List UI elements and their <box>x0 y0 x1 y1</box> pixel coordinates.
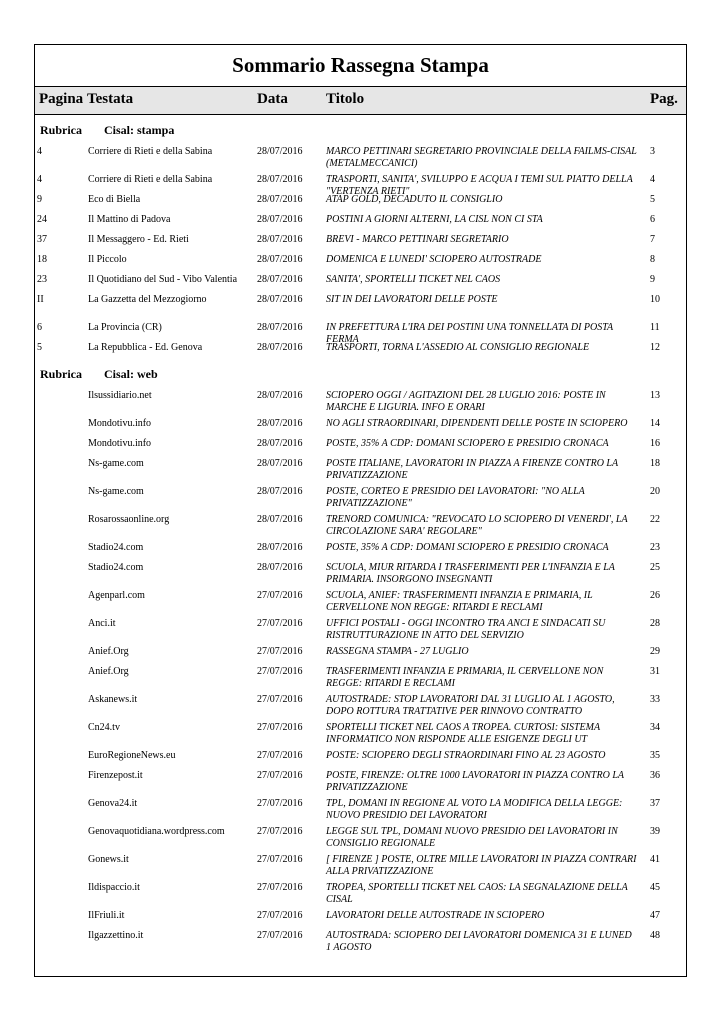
table-row <box>35 211 686 231</box>
table-row <box>35 663 686 691</box>
cell-testata: IlFriuli.it <box>88 910 125 921</box>
cell-data: 28/07/2016 <box>257 294 303 305</box>
cell-titolo: AUTOSTRADE: STOP LAVORATORI DAL 31 LUGLIO AL 1 AGOSTO, DOPO ROTTURA TRATTATIVE PER RINNOVO CONTRATTO <box>326 694 615 717</box>
cell-data: 28/07/2016 <box>257 194 303 205</box>
cell-data: 28/07/2016 <box>257 274 303 285</box>
table-row <box>35 823 686 851</box>
cell-pag: 41 <box>650 854 660 865</box>
cell-pag: 39 <box>650 826 660 837</box>
table-row <box>35 747 686 767</box>
table-row <box>35 271 686 291</box>
table-row <box>35 483 686 511</box>
cell-pag: 47 <box>650 910 660 921</box>
cell-data: 28/07/2016 <box>257 458 303 469</box>
cell-testata: La Repubblica - Ed. Genova <box>88 342 203 353</box>
cell-titolo: SCIOPERO OGGI / AGITAZIONI DEL 28 LUGLIO 2016: POSTE IN MARCHE E LIGURIA. INFO E ORARI <box>326 390 606 413</box>
cell-titolo: TRASPORTI, TORNA L'ASSEDIO AL CONSIGLIO REGIONALE <box>326 342 590 353</box>
table-row <box>35 559 686 587</box>
table-row <box>35 643 686 663</box>
table-row <box>35 415 686 435</box>
cell-titolo: TROPEA, SPORTELLI TICKET NEL CAOS: LA SEGNALAZIONE DELLA CISAL <box>326 882 628 905</box>
cell-pagina: 37 <box>37 234 47 245</box>
cell-data: 28/07/2016 <box>257 418 303 429</box>
cell-titolo: POSTE, 35% A CDP: DOMANI SCIOPERO E PRESIDIO CRONACA <box>326 438 609 449</box>
cell-testata: Stadio24.com <box>88 542 144 553</box>
cell-titolo: UFFICI POSTALI - OGGI INCONTRO TRA ANCI E SINDACATI SU RISTRUTTURAZIONE IN ATTO DEL SERVIZIO <box>326 618 606 641</box>
cell-testata: Rosarossaonline.org <box>88 514 170 525</box>
column-header-pagina: Pagina <box>39 91 84 107</box>
table-row <box>35 615 686 643</box>
cell-data: 27/07/2016 <box>257 798 303 809</box>
cell-data: 27/07/2016 <box>257 646 303 657</box>
table-row <box>35 191 686 211</box>
section-header <box>35 115 686 143</box>
cell-testata: Ns-game.com <box>88 486 144 497</box>
cell-data: 27/07/2016 <box>257 666 303 677</box>
cell-pag: 45 <box>650 882 660 893</box>
cell-pag: 5 <box>650 194 655 205</box>
cell-pag: 34 <box>650 722 660 733</box>
cell-pagina: 4 <box>37 146 42 157</box>
cell-testata: Firenzepost.it <box>88 770 143 781</box>
document-frame <box>34 44 687 977</box>
cell-testata: Il Quotidiano del Sud - Vibo Valentia <box>88 274 238 285</box>
table-row <box>35 435 686 455</box>
table-row <box>35 879 686 907</box>
cell-pag: 7 <box>650 234 655 245</box>
title-box <box>35 45 686 87</box>
cell-testata: Cn24.tv <box>88 722 120 733</box>
cell-titolo: [ FIRENZE ] POSTE, OLTRE MILLE LAVORATORI IN PIAZZA CONTRARI ALLA PRIVATIZZAZIONE <box>326 854 637 877</box>
cell-pag: 28 <box>650 618 660 629</box>
cell-pag: 18 <box>650 458 660 469</box>
cell-testata: Ilsussidiario.net <box>88 390 152 401</box>
cell-pag: 48 <box>650 930 660 941</box>
cell-data: 27/07/2016 <box>257 910 303 921</box>
cell-pag: 20 <box>650 486 660 497</box>
cell-testata: EuroRegioneNews.eu <box>88 750 176 761</box>
cell-titolo: POSTE, 35% A CDP: DOMANI SCIOPERO E PRESIDIO CRONACA <box>326 542 609 553</box>
cell-testata: Stadio24.com <box>88 562 144 573</box>
table-row <box>35 339 686 359</box>
cell-pag: 36 <box>650 770 660 781</box>
cell-data: 28/07/2016 <box>257 234 303 245</box>
cell-pag: 12 <box>650 342 660 353</box>
cell-titolo: NO AGLI STRAORDINARI, DIPENDENTI DELLE POSTE IN SCIOPERO <box>326 418 628 429</box>
summary-table <box>35 115 686 955</box>
cell-titolo: AUTOSTRADA: SCIOPERO DEI LAVORATORI DOMENICA 31 E LUNED 1 AGOSTO <box>326 930 632 953</box>
cell-titolo: POSTE, FIRENZE: OLTRE 1000 LAVORATORI IN PIAZZA CONTRO LA PRIVATIZZAZIONE <box>326 770 624 793</box>
cell-testata: Genova24.it <box>88 798 138 809</box>
cell-testata: Mondotivu.info <box>88 438 152 449</box>
cell-titolo: SCUOLA, ANIEF: TRASFERIMENTI INFANZIA E PRIMARIA, IL CERVELLONE NON REGGE: RITARDI E RECLAMI <box>326 590 593 613</box>
table-row <box>35 387 686 415</box>
cell-pag: 22 <box>650 514 660 525</box>
cell-titolo: LEGGE SUL TPL, DOMANI NUOVO PRESIDIO DEI LAVORATORI IN CONSIGLIO REGIONALE <box>326 826 618 849</box>
cell-data: 27/07/2016 <box>257 618 303 629</box>
cell-titolo: SCUOLA, MIUR RITARDA I TRASFERIMENTI PER L'INFANZIA E LA PRIMARIA. INSORGONO INSEGNANTI <box>326 562 615 585</box>
cell-titolo: TRENORD COMUNICA: "REVOCATO LO SCIOPERO DI VENERDI', LA CIRCOLAZIONE SARA' REGOLARE" <box>326 514 628 537</box>
cell-data: 27/07/2016 <box>257 882 303 893</box>
cell-data: 27/07/2016 <box>257 930 303 941</box>
cell-pagina: 23 <box>37 274 47 285</box>
cell-pag: 4 <box>650 174 655 185</box>
cell-pag: 14 <box>650 418 660 429</box>
cell-data: 28/07/2016 <box>257 174 303 185</box>
column-header-testata: Testata <box>87 91 134 107</box>
cell-pag: 23 <box>650 542 660 553</box>
cell-data: 28/07/2016 <box>257 486 303 497</box>
cell-pag: 16 <box>650 438 660 449</box>
cell-pag: 25 <box>650 562 660 573</box>
cell-titolo: MARCO PETTINARI SEGRETARIO PROVINCIALE DELLA FAILMS-CISAL (METALMECCANICI) <box>326 146 637 169</box>
cell-titolo: POSTE ITALIANE, LAVORATORI IN PIAZZA A FIRENZE CONTRO LA PRIVATIZZAZIONE <box>326 458 618 481</box>
cell-data: 28/07/2016 <box>257 254 303 265</box>
cell-pag: 35 <box>650 750 660 761</box>
cell-titolo: DOMENICA E LUNEDI' SCIOPERO AUTOSTRADE <box>326 254 542 265</box>
cell-testata: La Gazzetta del Mezzogiorno <box>88 294 207 305</box>
cell-testata: Il Piccolo <box>88 254 127 265</box>
cell-titolo: TPL, DOMANI IN REGIONE AL VOTO LA MODIFICA DELLA LEGGE: NUOVO PRESIDIO DEI LAVORATORI <box>326 798 623 821</box>
cell-testata: Eco di Biella <box>88 194 141 205</box>
cell-testata: Mondotivu.info <box>88 418 152 429</box>
cell-data: 28/07/2016 <box>257 438 303 449</box>
cell-data: 27/07/2016 <box>257 694 303 705</box>
cell-testata: Gonews.it <box>88 854 129 865</box>
table-row <box>35 719 686 747</box>
table-row <box>35 767 686 795</box>
column-header-pag: Pag. <box>650 91 678 107</box>
cell-pag: 6 <box>650 214 655 225</box>
section-header <box>35 359 686 387</box>
cell-titolo: SIT IN DEI LAVORATORI DELLE POSTE <box>326 294 498 305</box>
cell-data: 27/07/2016 <box>257 854 303 865</box>
cell-data: 27/07/2016 <box>257 770 303 781</box>
table-row <box>35 511 686 539</box>
cell-testata: Ildispaccio.it <box>88 882 140 893</box>
cell-data: 28/07/2016 <box>257 342 303 353</box>
cell-titolo: IN PREFETTURA L'IRA DEI POSTINI UNA TONNELLATA DI POSTA FERMA <box>326 322 613 345</box>
cell-pag: 26 <box>650 590 660 601</box>
cell-pag: 29 <box>650 646 660 657</box>
cell-titolo: ATAP GOLD, DECADUTO IL CONSIGLIO <box>326 194 503 205</box>
cell-testata: Corriere di Rieti e della Sabina <box>88 146 213 157</box>
cell-titolo: SANITA', SPORTELLI TICKET NEL CAOS <box>326 274 501 285</box>
cell-pag: 8 <box>650 254 655 265</box>
table-row <box>35 539 686 559</box>
column-header-titolo: Titolo <box>326 91 365 107</box>
cell-data: 28/07/2016 <box>257 514 303 525</box>
cell-pag: 33 <box>650 694 660 705</box>
table-row <box>35 907 686 927</box>
cell-titolo: TRASFERIMENTI INFANZIA E PRIMARIA, IL CERVELLONE NON REGGE: RITARDI E RECLAMI <box>326 666 604 689</box>
cell-pag: 9 <box>650 274 655 285</box>
table-row <box>35 851 686 879</box>
cell-titolo: SPORTELLI TICKET NEL CAOS A TROPEA. CURTOSI: SISTEMA INFORMATICO NON RISPONDE ALLE ESIGENZE DEGLI UT <box>326 722 600 745</box>
table-row <box>35 231 686 251</box>
cell-testata: Ilgazzettino.it <box>88 930 144 941</box>
cell-data: 28/07/2016 <box>257 146 303 157</box>
cell-pag: 3 <box>650 146 655 157</box>
cell-testata: Corriere di Rieti e della Sabina <box>88 174 213 185</box>
cell-titolo: RASSEGNA STAMPA - 27 LUGLIO <box>326 646 469 657</box>
cell-testata: Genovaquotidiana.wordpress.com <box>88 826 225 837</box>
cell-pag: 31 <box>650 666 660 677</box>
cell-pagina: 5 <box>37 342 42 353</box>
cell-titolo: POSTE, CORTEO E PRESIDIO DEI LAVORATORI: "NO ALLA PRIVATIZZAZIONE" <box>326 486 585 509</box>
cell-testata: Anief.Org <box>88 666 129 677</box>
cell-testata: Anci.it <box>88 618 116 629</box>
cell-testata: Askanews.it <box>88 694 138 705</box>
table-row <box>35 455 686 483</box>
cell-testata: Il Mattino di Padova <box>88 214 171 225</box>
cell-pagina: 6 <box>37 322 42 333</box>
cell-titolo: LAVORATORI DELLE AUTOSTRADE IN SCIOPERO <box>326 910 545 921</box>
table-row <box>35 587 686 615</box>
cell-testata: Ns-game.com <box>88 458 144 469</box>
cell-data: 27/07/2016 <box>257 722 303 733</box>
cell-pagina: 9 <box>37 194 42 205</box>
cell-titolo: BREVI - MARCO PETTINARI SEGRETARIO <box>326 234 509 245</box>
column-header-row <box>35 87 686 115</box>
cell-testata: La Provincia (CR) <box>88 322 162 333</box>
cell-data: 27/07/2016 <box>257 590 303 601</box>
table-row <box>35 291 686 319</box>
cell-testata: Anief.Org <box>88 646 129 657</box>
cell-pag: 37 <box>650 798 660 809</box>
cell-data: 28/07/2016 <box>257 562 303 573</box>
table-row <box>35 795 686 823</box>
cell-titolo: POSTE: SCIOPERO DEGLI STRAORDINARI FINO AL 23 AGOSTO <box>326 750 606 761</box>
table-row <box>35 251 686 271</box>
cell-data: 27/07/2016 <box>257 750 303 761</box>
cell-pagina: II <box>37 294 44 305</box>
cell-pag: 13 <box>650 390 660 401</box>
section-label: Rubrica <box>40 123 82 137</box>
cell-data: 28/07/2016 <box>257 322 303 333</box>
cell-titolo: TRASPORTI, SANITA', SVILUPPO E ACQUA I TEMI SUL PIATTO DELLA "VERTENZA RIETI" <box>326 174 633 197</box>
cell-data: 28/07/2016 <box>257 542 303 553</box>
cell-pag: 10 <box>650 294 660 305</box>
cell-testata: Il Messaggero - Ed. Rieti <box>88 234 189 245</box>
cell-testata: Agenparl.com <box>88 590 145 601</box>
cell-titolo: POSTINI A GIORNI ALTERNI, LA CISL NON CI STA <box>326 214 543 225</box>
table-row <box>35 143 686 171</box>
cell-pagina: 18 <box>37 254 47 265</box>
section-label: Rubrica <box>40 367 82 381</box>
cell-data: 28/07/2016 <box>257 390 303 401</box>
table-row <box>35 927 686 955</box>
table-row <box>35 319 686 345</box>
table-row <box>35 171 686 197</box>
cell-pagina: 4 <box>37 174 42 185</box>
cell-data: 27/07/2016 <box>257 826 303 837</box>
page-title: Sommario Rassegna Stampa <box>232 53 489 77</box>
cell-pagina: 24 <box>37 214 47 225</box>
section-name: Cisal: stampa <box>104 123 175 137</box>
cell-pag: 11 <box>650 322 660 333</box>
column-header-data: Data <box>257 91 288 107</box>
cell-data: 28/07/2016 <box>257 214 303 225</box>
table-row <box>35 691 686 719</box>
section-name: Cisal: web <box>104 367 158 381</box>
